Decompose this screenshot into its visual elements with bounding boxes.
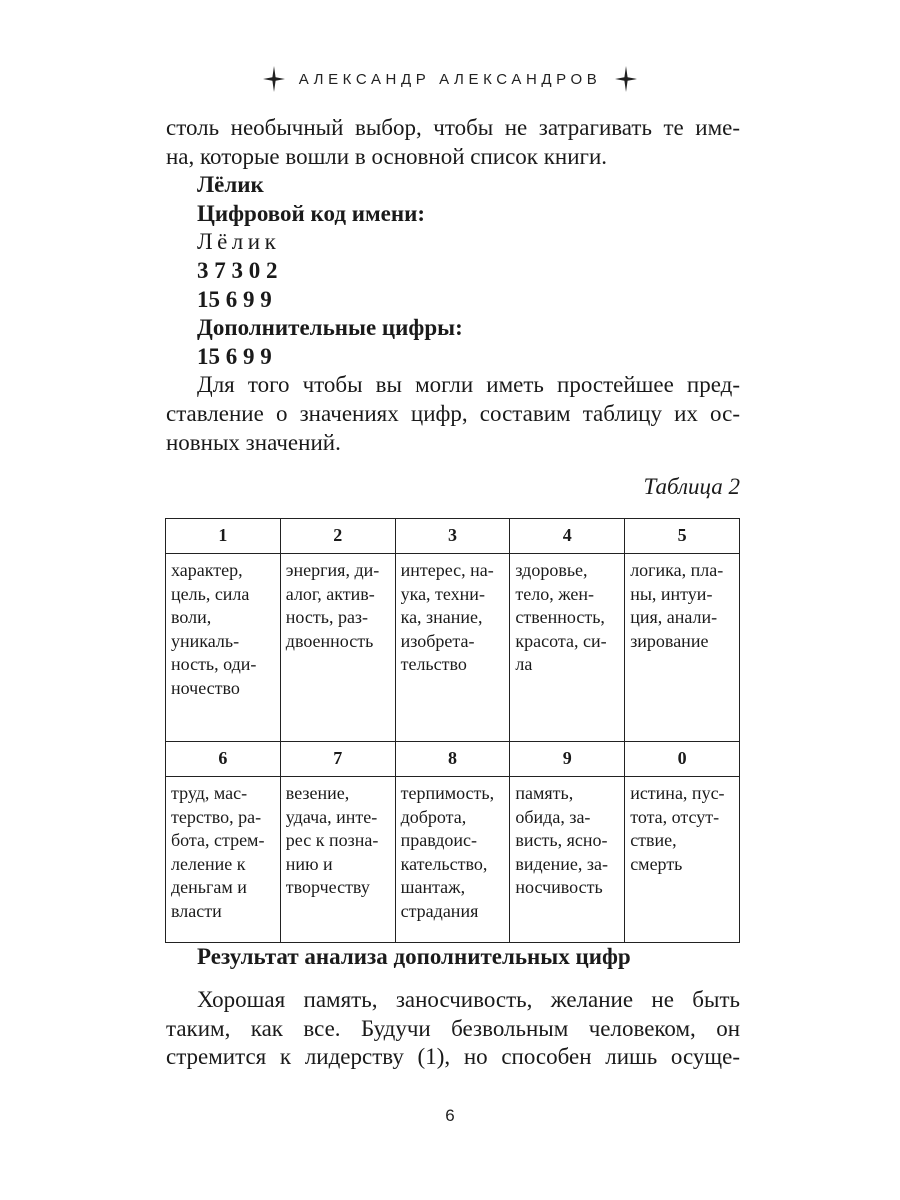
meaning-cell [395,777,510,943]
table-row [166,554,740,742]
cell-line: носчивость [515,877,603,897]
text-line: ставление о значениях цифр, составим таблицу их ос- [166,400,740,426]
cell-line: алог, актив- [285,583,375,604]
body-text-top [166,114,740,457]
cell-line: ла [515,654,533,674]
extra-heading: Дополнительные цифры: [197,315,463,341]
page-number: 6 [445,1106,455,1125]
cell-line: тело, жен- [515,583,595,604]
cell-line: власти [171,900,222,921]
cell-line: кательство, [400,853,488,874]
cell-line: логика, пла- [630,560,724,580]
header-cell: 2 [280,519,395,554]
cell-line: ука, техни- [400,583,485,604]
cell-line: ны, интуи- [630,583,713,604]
author-name: АЛЕКСАНДР АЛЕКСАНДРОВ [298,70,602,88]
cell-line: ность, оди- [171,654,257,674]
meaning-cell [280,777,395,943]
meaning-cell [280,554,395,742]
cell-line: изобрета- [400,630,475,651]
cell-line: удача, инте- [285,806,378,827]
meaning-cell [510,777,625,943]
cell-line: творчеству [285,877,370,897]
cell-line: энергия, ди- [285,560,380,580]
cell-line: видение, за- [515,853,609,874]
cell-line: деньгам и [171,877,247,897]
cell-line: висть, ясно- [515,830,608,850]
meaning-cell [166,777,281,943]
cell-line: здоровье, [515,560,588,580]
text-line: Для того чтобы вы могли иметь простейшее пред- [197,372,740,398]
extra-row: 15 6 9 9 [197,343,272,369]
cell-line: ственность, [515,607,605,627]
four-point-star-icon [615,66,637,92]
code-row-2: 15 6 9 9 [197,286,272,312]
text-line: на, которые вошли в основной список книги. [166,143,607,169]
intro-paragraph [166,114,740,171]
cell-line: ция, анали- [630,607,718,627]
meaning-cell [166,554,281,742]
meaning-cell [510,554,625,742]
cell-line: терпимость, [400,783,495,803]
cell-line: ность, раз- [285,607,369,627]
cell-line: рес к позна- [285,830,379,850]
header-cell: 8 [395,742,510,777]
cell-line: интерес, на- [400,560,494,580]
cell-line: уникаль- [171,630,240,651]
name-letters: Лёлик [197,229,281,255]
text-line: новных значений. [166,429,341,455]
cell-line: терство, ра- [171,806,262,827]
text-line: Хорошая память, заносчивость, желание не быть [197,987,740,1012]
cell-line: истина, пус- [630,783,725,803]
header-cell: 9 [510,742,625,777]
cell-line: ночество [171,677,240,698]
body-text-bottom [166,986,740,1072]
header-cell: 0 [625,742,740,777]
text-line: столь необычный выбор, чтобы не затрагивать те име- [166,115,740,140]
cell-line: леление к [171,853,246,874]
cell-line: везение, [285,783,350,803]
text-line: стремится к лидерству (1), но способен лишь осуще- [166,1044,740,1070]
header-cell: 1 [166,519,281,554]
cell-line: обида, за- [515,806,591,827]
cell-line: труд, мас- [171,783,248,803]
cell-line: зирование [630,630,709,651]
table-caption: Таблица 2 [643,474,740,499]
header-cell: 3 [395,519,510,554]
header-cell: 6 [166,742,281,777]
cell-line: ствие, [630,830,677,850]
four-point-star-icon [263,66,285,92]
cell-line: цель, сила [171,583,250,604]
cell-line: воли, [171,607,212,627]
header-cell: 7 [280,742,395,777]
code-row-1: 3 7 3 0 2 [197,257,278,283]
cell-line: смерть [630,853,683,874]
cell-line: двоенность [285,630,374,651]
cell-line: тельство [400,654,467,674]
cell-line: тота, отсут- [630,806,720,827]
cell-line: доброта, [400,806,467,827]
cell-line: память, [515,783,574,803]
cell-line: характер, [171,560,243,580]
cell-line: правдоис- [400,830,478,850]
number-meanings-table [165,518,740,943]
table-header-row [166,519,740,554]
cell-line: ка, знание, [400,607,483,627]
table-header-row [166,742,740,777]
running-head [0,66,900,92]
cell-line: бота, стрем- [171,830,265,850]
meaning-cell [625,554,740,742]
table-row [166,777,740,943]
meaning-cell [395,554,510,742]
cell-line: нию и [285,853,333,874]
header-cell: 4 [510,519,625,554]
analysis-paragraph [166,986,740,1072]
text-line: таким, как все. Будучи безвольным человеком, он [166,1015,740,1041]
table-intro-paragraph [166,371,740,457]
cell-line: страдания [400,900,479,921]
cell-line: красота, си- [515,630,607,651]
name-heading: Лёлик [197,172,264,198]
cell-line: шантаж, [400,877,466,897]
code-heading: Цифровой код имени: [197,200,426,226]
meaning-cell [625,777,740,943]
section-title: Результат анализа дополнительных цифр [197,944,631,969]
header-cell: 5 [625,519,740,554]
